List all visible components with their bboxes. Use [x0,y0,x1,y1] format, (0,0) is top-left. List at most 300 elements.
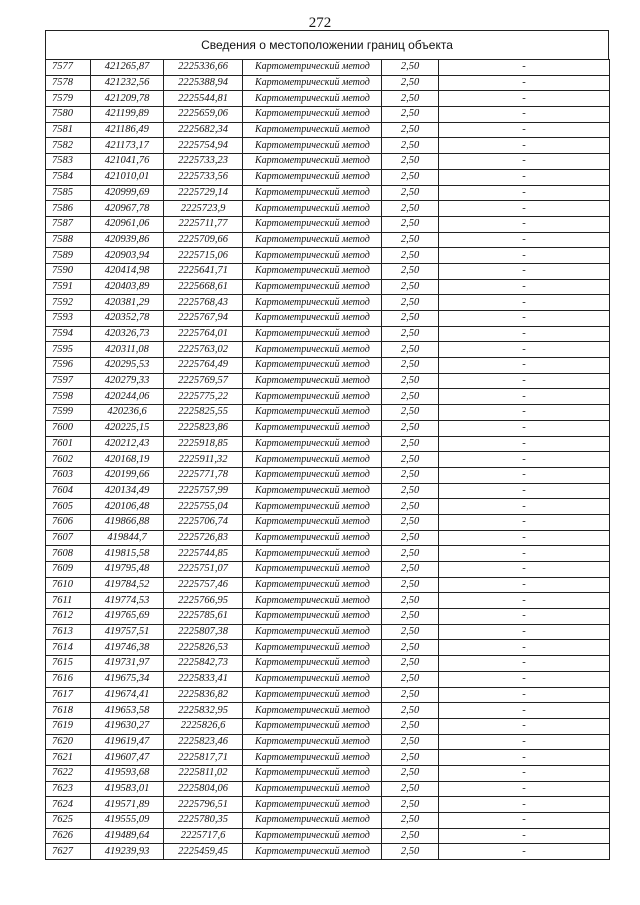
x-coordinate-cell: 420106,48 [91,499,164,515]
y-coordinate-cell: 2225823,46 [164,734,243,750]
table-row [46,467,610,483]
description-cell: - [439,452,610,468]
accuracy-cell: 2,50 [382,75,439,91]
description-cell: - [439,263,610,279]
x-coordinate-cell: 421265,87 [91,60,164,76]
x-coordinate-cell: 419619,47 [91,734,164,750]
x-coordinate-cell: 420903,94 [91,248,164,264]
point-number-cell: 7578 [46,75,91,91]
method-cell: Картометрический метод [243,530,382,546]
accuracy-cell: 2,50 [382,671,439,687]
y-coordinate-cell: 2225659,06 [164,107,243,123]
point-number-cell: 7595 [46,342,91,358]
y-coordinate-cell: 2225811,02 [164,765,243,781]
table-row [46,373,610,389]
description-cell: - [439,91,610,107]
description-cell: - [439,248,610,264]
point-number-cell: 7610 [46,577,91,593]
description-cell: - [439,216,610,232]
x-coordinate-cell: 419630,27 [91,718,164,734]
point-number-cell: 7602 [46,452,91,468]
table-row [46,546,610,562]
accuracy-cell: 2,50 [382,295,439,311]
method-cell: Картометрический метод [243,624,382,640]
y-coordinate-cell: 2225733,23 [164,154,243,170]
method-cell: Картометрический метод [243,640,382,656]
method-cell: Картометрический метод [243,703,382,719]
point-number-cell: 7617 [46,687,91,703]
method-cell: Картометрический метод [243,216,382,232]
x-coordinate-cell: 419675,34 [91,671,164,687]
accuracy-cell: 2,50 [382,467,439,483]
x-coordinate-cell: 419757,51 [91,624,164,640]
x-coordinate-cell: 419583,01 [91,781,164,797]
y-coordinate-cell: 2225729,14 [164,185,243,201]
x-coordinate-cell: 420134,49 [91,483,164,499]
y-coordinate-cell: 2225918,85 [164,436,243,452]
accuracy-cell: 2,50 [382,577,439,593]
y-coordinate-cell: 2225764,49 [164,358,243,374]
description-cell: - [439,169,610,185]
method-cell: Картометрический метод [243,452,382,468]
table-row [46,107,610,123]
y-coordinate-cell: 2225726,83 [164,530,243,546]
description-cell: - [439,577,610,593]
point-number-cell: 7618 [46,703,91,719]
table-row [46,718,610,734]
y-coordinate-cell: 2225706,74 [164,514,243,530]
method-cell: Картометрический метод [243,311,382,327]
description-cell: - [439,420,610,436]
method-cell: Картометрический метод [243,828,382,844]
accuracy-cell: 2,50 [382,797,439,813]
method-cell: Картометрический метод [243,185,382,201]
method-cell: Картометрический метод [243,91,382,107]
accuracy-cell: 2,50 [382,107,439,123]
accuracy-cell: 2,50 [382,358,439,374]
method-cell: Картометрический метод [243,687,382,703]
point-number-cell: 7598 [46,389,91,405]
x-coordinate-cell: 420244,06 [91,389,164,405]
table-row [46,813,610,829]
description-cell: - [439,107,610,123]
y-coordinate-cell: 2225833,41 [164,671,243,687]
point-number-cell: 7596 [46,358,91,374]
table-row [46,734,610,750]
x-coordinate-cell: 419489,64 [91,828,164,844]
method-cell: Картометрический метод [243,248,382,264]
point-number-cell: 7587 [46,216,91,232]
table-title: Сведения о местоположении границ объекта [201,38,453,52]
table-row [46,514,610,530]
y-coordinate-cell: 2225807,38 [164,624,243,640]
description-cell: - [439,671,610,687]
table-row [46,60,610,76]
y-coordinate-cell: 2225825,55 [164,405,243,421]
method-cell: Картометрический метод [243,279,382,295]
point-number-cell: 7592 [46,295,91,311]
accuracy-cell: 2,50 [382,750,439,766]
table-row [46,577,610,593]
point-number-cell: 7582 [46,138,91,154]
accuracy-cell: 2,50 [382,530,439,546]
table-row [46,358,610,374]
accuracy-cell: 2,50 [382,342,439,358]
x-coordinate-cell: 419607,47 [91,750,164,766]
description-cell: - [439,279,610,295]
method-cell: Картометрический метод [243,107,382,123]
y-coordinate-cell: 2225826,53 [164,640,243,656]
description-cell: - [439,138,610,154]
y-coordinate-cell: 2225711,77 [164,216,243,232]
accuracy-cell: 2,50 [382,781,439,797]
y-coordinate-cell: 2225832,95 [164,703,243,719]
method-cell: Картометрический метод [243,75,382,91]
coordinates-table-body [46,60,610,860]
method-cell: Картометрический метод [243,781,382,797]
accuracy-cell: 2,50 [382,624,439,640]
x-coordinate-cell: 420352,78 [91,311,164,327]
table-row [46,405,610,421]
accuracy-cell: 2,50 [382,216,439,232]
point-number-cell: 7613 [46,624,91,640]
accuracy-cell: 2,50 [382,389,439,405]
accuracy-cell: 2,50 [382,562,439,578]
table-row [46,687,610,703]
table-row [46,295,610,311]
description-cell: - [439,593,610,609]
y-coordinate-cell: 2225668,61 [164,279,243,295]
point-number-cell: 7611 [46,593,91,609]
point-number-cell: 7601 [46,436,91,452]
point-number-cell: 7585 [46,185,91,201]
method-cell: Картометрический метод [243,405,382,421]
table-row [46,154,610,170]
x-coordinate-cell: 419239,93 [91,844,164,860]
y-coordinate-cell: 2225336,66 [164,60,243,76]
description-cell: - [439,781,610,797]
x-coordinate-cell: 419844,7 [91,530,164,546]
method-cell: Картометрический метод [243,813,382,829]
description-cell: - [439,750,610,766]
accuracy-cell: 2,50 [382,373,439,389]
description-cell: - [439,201,610,217]
point-number-cell: 7614 [46,640,91,656]
x-coordinate-cell: 420381,29 [91,295,164,311]
point-number-cell: 7616 [46,671,91,687]
description-cell: - [439,436,610,452]
point-number-cell: 7620 [46,734,91,750]
description-cell: - [439,499,610,515]
table-row [46,781,610,797]
y-coordinate-cell: 2225682,34 [164,122,243,138]
point-number-cell: 7615 [46,656,91,672]
point-number-cell: 7593 [46,311,91,327]
x-coordinate-cell: 421041,76 [91,154,164,170]
description-cell: - [439,828,610,844]
table-row [46,656,610,672]
method-cell: Картометрический метод [243,420,382,436]
accuracy-cell: 2,50 [382,436,439,452]
point-number-cell: 7588 [46,232,91,248]
table-row [46,389,610,405]
method-cell: Картометрический метод [243,499,382,515]
point-number-cell: 7605 [46,499,91,515]
table-row [46,420,610,436]
method-cell: Картометрический метод [243,232,382,248]
table-row [46,169,610,185]
y-coordinate-cell: 2225842,73 [164,656,243,672]
coordinates-table [45,59,610,860]
x-coordinate-cell: 419795,48 [91,562,164,578]
y-coordinate-cell: 2225388,94 [164,75,243,91]
point-number-cell: 7607 [46,530,91,546]
accuracy-cell: 2,50 [382,546,439,562]
x-coordinate-cell: 419731,97 [91,656,164,672]
x-coordinate-cell: 419571,89 [91,797,164,813]
accuracy-cell: 2,50 [382,122,439,138]
x-coordinate-cell: 419555,09 [91,813,164,829]
description-cell: - [439,813,610,829]
x-coordinate-cell: 420295,53 [91,358,164,374]
point-number-cell: 7589 [46,248,91,264]
description-cell: - [439,624,610,640]
point-number-cell: 7621 [46,750,91,766]
description-cell: - [439,342,610,358]
x-coordinate-cell: 420311,08 [91,342,164,358]
accuracy-cell: 2,50 [382,593,439,609]
table-row [46,640,610,656]
table-row [46,122,610,138]
table-row [46,436,610,452]
accuracy-cell: 2,50 [382,734,439,750]
point-number-cell: 7591 [46,279,91,295]
x-coordinate-cell: 420279,33 [91,373,164,389]
table-row [46,342,610,358]
table-row [46,279,610,295]
method-cell: Картометрический метод [243,734,382,750]
y-coordinate-cell: 2225911,32 [164,452,243,468]
accuracy-cell: 2,50 [382,703,439,719]
y-coordinate-cell: 2225641,71 [164,263,243,279]
y-coordinate-cell: 2225780,35 [164,813,243,829]
table-row [46,201,610,217]
y-coordinate-cell: 2225785,61 [164,609,243,625]
method-cell: Картометрический метод [243,373,382,389]
table-row [46,703,610,719]
point-number-cell: 7579 [46,91,91,107]
accuracy-cell: 2,50 [382,185,439,201]
accuracy-cell: 2,50 [382,640,439,656]
method-cell: Картометрический метод [243,765,382,781]
accuracy-cell: 2,50 [382,765,439,781]
method-cell: Картометрический метод [243,358,382,374]
description-cell: - [439,687,610,703]
table-row [46,797,610,813]
method-cell: Картометрический метод [243,169,382,185]
description-cell: - [439,405,610,421]
y-coordinate-cell: 2225715,06 [164,248,243,264]
table-row [46,609,610,625]
table-row [46,765,610,781]
description-cell: - [439,60,610,76]
x-coordinate-cell: 420403,89 [91,279,164,295]
y-coordinate-cell: 2225836,82 [164,687,243,703]
description-cell: - [439,154,610,170]
y-coordinate-cell: 2225775,22 [164,389,243,405]
point-number-cell: 7608 [46,546,91,562]
table-row [46,91,610,107]
description-cell: - [439,562,610,578]
point-number-cell: 7609 [46,562,91,578]
y-coordinate-cell: 2225764,01 [164,326,243,342]
accuracy-cell: 2,50 [382,499,439,515]
x-coordinate-cell: 420999,69 [91,185,164,201]
table-row [46,624,610,640]
accuracy-cell: 2,50 [382,405,439,421]
description-cell: - [439,185,610,201]
method-cell: Картометрический метод [243,671,382,687]
y-coordinate-cell: 2225771,78 [164,467,243,483]
method-cell: Картометрический метод [243,342,382,358]
point-number-cell: 7623 [46,781,91,797]
method-cell: Картометрический метод [243,154,382,170]
accuracy-cell: 2,50 [382,263,439,279]
description-cell: - [439,326,610,342]
description-cell: - [439,122,610,138]
y-coordinate-cell: 2225804,06 [164,781,243,797]
table-row [46,216,610,232]
x-coordinate-cell: 421199,89 [91,107,164,123]
y-coordinate-cell: 2225817,71 [164,750,243,766]
accuracy-cell: 2,50 [382,718,439,734]
point-number-cell: 7577 [46,60,91,76]
description-cell: - [439,718,610,734]
table-row [46,311,610,327]
point-number-cell: 7622 [46,765,91,781]
description-cell: - [439,232,610,248]
x-coordinate-cell: 420414,98 [91,263,164,279]
description-cell: - [439,514,610,530]
table-row [46,263,610,279]
method-cell: Картометрический метод [243,750,382,766]
point-number-cell: 7590 [46,263,91,279]
method-cell: Картометрический метод [243,562,382,578]
x-coordinate-cell: 419765,69 [91,609,164,625]
accuracy-cell: 2,50 [382,326,439,342]
method-cell: Картометрический метод [243,60,382,76]
accuracy-cell: 2,50 [382,844,439,860]
method-cell: Картометрический метод [243,122,382,138]
description-cell: - [439,844,610,860]
x-coordinate-cell: 419653,58 [91,703,164,719]
point-number-cell: 7594 [46,326,91,342]
y-coordinate-cell: 2225723,9 [164,201,243,217]
point-number-cell: 7604 [46,483,91,499]
method-cell: Картометрический метод [243,263,382,279]
description-cell: - [439,75,610,91]
description-cell: - [439,765,610,781]
point-number-cell: 7612 [46,609,91,625]
table-row [46,483,610,499]
table-row [46,530,610,546]
x-coordinate-cell: 421209,78 [91,91,164,107]
method-cell: Картометрический метод [243,467,382,483]
method-cell: Картометрический метод [243,326,382,342]
description-cell: - [439,546,610,562]
accuracy-cell: 2,50 [382,311,439,327]
point-number-cell: 7624 [46,797,91,813]
point-number-cell: 7580 [46,107,91,123]
x-coordinate-cell: 420961,06 [91,216,164,232]
y-coordinate-cell: 2225766,95 [164,593,243,609]
method-cell: Картометрический метод [243,593,382,609]
accuracy-cell: 2,50 [382,687,439,703]
table-row [46,326,610,342]
table-row [46,671,610,687]
x-coordinate-cell: 421232,56 [91,75,164,91]
x-coordinate-cell: 421173,17 [91,138,164,154]
table-row [46,750,610,766]
y-coordinate-cell: 2225459,45 [164,844,243,860]
accuracy-cell: 2,50 [382,483,439,499]
x-coordinate-cell: 419746,38 [91,640,164,656]
accuracy-cell: 2,50 [382,813,439,829]
point-number-cell: 7586 [46,201,91,217]
point-number-cell: 7606 [46,514,91,530]
y-coordinate-cell: 2225733,56 [164,169,243,185]
accuracy-cell: 2,50 [382,169,439,185]
description-cell: - [439,467,610,483]
method-cell: Картометрический метод [243,577,382,593]
accuracy-cell: 2,50 [382,91,439,107]
description-cell: - [439,358,610,374]
y-coordinate-cell: 2225744,85 [164,546,243,562]
method-cell: Картометрический метод [243,718,382,734]
y-coordinate-cell: 2225544,81 [164,91,243,107]
y-coordinate-cell: 2225757,46 [164,577,243,593]
point-number-cell: 7600 [46,420,91,436]
x-coordinate-cell: 419674,41 [91,687,164,703]
description-cell: - [439,373,610,389]
method-cell: Картометрический метод [243,138,382,154]
point-number-cell: 7603 [46,467,91,483]
table-row [46,844,610,860]
accuracy-cell: 2,50 [382,452,439,468]
x-coordinate-cell: 420326,73 [91,326,164,342]
y-coordinate-cell: 2225763,02 [164,342,243,358]
y-coordinate-cell: 2225757,99 [164,483,243,499]
x-coordinate-cell: 421010,01 [91,169,164,185]
y-coordinate-cell: 2225769,57 [164,373,243,389]
x-coordinate-cell: 420212,43 [91,436,164,452]
accuracy-cell: 2,50 [382,154,439,170]
accuracy-cell: 2,50 [382,232,439,248]
y-coordinate-cell: 2225768,43 [164,295,243,311]
y-coordinate-cell: 2225717,6 [164,828,243,844]
method-cell: Картометрический метод [243,295,382,311]
x-coordinate-cell: 420168,19 [91,452,164,468]
table-row [46,232,610,248]
table-row [46,499,610,515]
description-cell: - [439,734,610,750]
y-coordinate-cell: 2225823,86 [164,420,243,436]
description-cell: - [439,703,610,719]
method-cell: Картометрический метод [243,389,382,405]
x-coordinate-cell: 419784,52 [91,577,164,593]
table-row [46,593,610,609]
accuracy-cell: 2,50 [382,248,439,264]
